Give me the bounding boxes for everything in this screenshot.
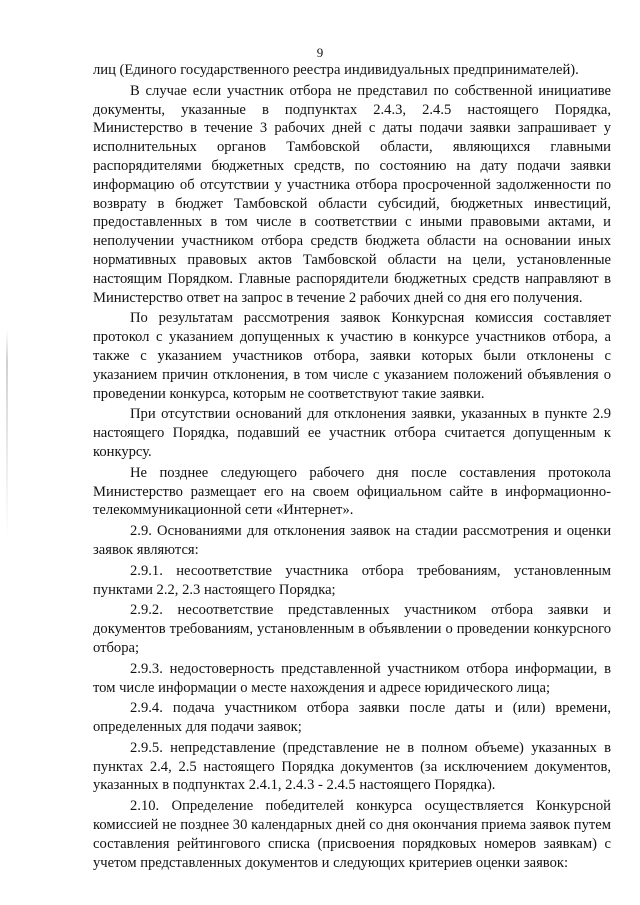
document-body — [93, 61, 611, 874]
page-number: 9 — [316, 45, 324, 60]
paragraph-admission: При отсутствии оснований для отклонения заявки, указанных в пункте 2.9 настоящего Порядка, подавший ее участник отбора считается допущенным к конкурсу. — [93, 406, 611, 460]
clause-2-9-4: 2.9.4. подача участником отбора заявки после даты и (или) времени, определенных для подачи заявок; — [93, 700, 611, 736]
clause-2-9-2: 2.9.2. несоответствие представленных участником отбора заявки и документов требованиям, установленным в объявлении о проведении конкурсного отбора; — [93, 602, 611, 656]
clause-2-9: 2.9. Основаниями для отклонения заявок на стадии рассмотрения и оценки заявок являются: — [93, 523, 611, 558]
clause-2-10: 2.10. Определение победителей конкурса осуществляется Конкурсной комиссией не позднее 30 календарных дней со дня окончания приема заявок путем составления рейтингового списка (присвоения порядковых номеров заявкам) с учетом представленных документов и следующих критериев оценки заявок: — [93, 798, 611, 871]
paragraph-protocol: По результатам рассмотрения заявок Конкурсная комиссия составляет протокол с указанием допущенных к участию в конкурсе участников отбора, а также с указанием участников отбора, заявки которых были отклонены с указанием причин отклонения, в том числе с указанием положений объявления о проведении конкурса, которым не соответствуют такие заявки. — [93, 310, 611, 402]
clause-2-9-1: 2.9.1. несоответствие участника отбора требованиям, установленным пунктами 2.2, 2.3 настоящего Порядка; — [93, 562, 611, 598]
paragraph-continuation: лиц (Единого государственного реестра индивидуальных предпринимателей). — [93, 62, 579, 78]
clause-2-9-3: 2.9.3. недостоверность представленной участником отбора информации, в том числе информации о месте нахождения и адресе юридического лица; — [93, 660, 611, 696]
scan-edge-mark — [6, 330, 8, 540]
paragraph-documents-request: В случае если участник отбора не представил по собственной инициативе документы, указанные в подпунктах 2.4.3, 2.4.5 настоящего Порядка, Министерство в течение 3 рабочих дней с даты подачи заявки запрашивает у исполнительных органов Тамбовской области, являющихся главными распорядителями бюджетных средств, по состоянию на дату подачи заявки информацию об отсутствии у участника отбора просроченной задолженности по возврату в бюджет Тамбовской области субсидий, бюджетных инвестиций, предоставленных в том числе в соответствии с иными правовыми актами, и неполучении участником отбора средств бюджета области на основании иных нормативных правовых актов Тамбовской области на цели, установленные настоящим Порядком. Главные распорядители бюджетных средств направляют в Министерство ответ на запрос в течение 2 рабочих дней со дня его получения. — [93, 82, 611, 306]
paragraph-publication: Не позднее следующего рабочего дня после составления протокола Министерство размещает его на своем официальном сайте в информационно-телекоммуникационной сети «Интернет». — [93, 464, 611, 519]
clause-2-9-5: 2.9.5. непредставление (представление не в полном объеме) указанных в пунктах 2.4, 2.5 настоящего Порядка документов (за исключением документов, указанных в подпунктах 2.4.1, 2.4.3 - 2.4.5 настоящего Порядка). — [93, 739, 611, 794]
